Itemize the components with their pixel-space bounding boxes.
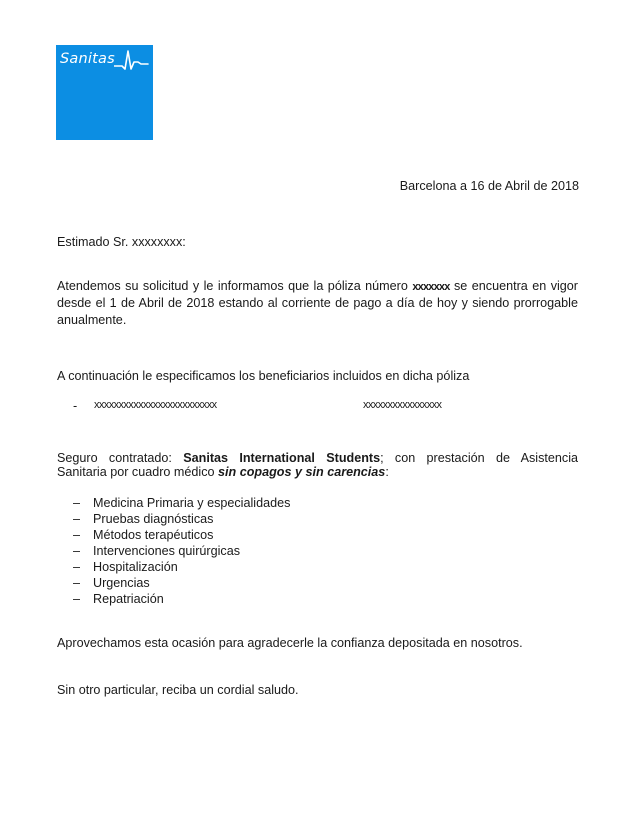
- sanitas-logo: [56, 45, 153, 140]
- coverage-label: Intervenciones quirúrgicas: [93, 544, 241, 558]
- insurance-emphasis: sin copagos y sin carencias: [218, 465, 386, 479]
- insurance-paragraph: [57, 451, 578, 479]
- coverage-item: [73, 543, 290, 559]
- insurance-middle: ; con prestación de Asistencia: [380, 451, 578, 465]
- beneficiary-bullet: -: [73, 399, 78, 413]
- coverage-bullet: –: [73, 592, 81, 606]
- coverage-label: Urgencias: [93, 576, 150, 590]
- coverage-label: Repatriación: [93, 592, 164, 606]
- coverage-label: Métodos terapéuticos: [93, 528, 214, 542]
- logo-brand-text: Sanitas: [60, 51, 115, 67]
- coverage-item: [73, 559, 290, 575]
- coverage-list: [73, 495, 290, 607]
- coverage-bullet: –: [73, 512, 81, 526]
- coverage-bullet: –: [73, 528, 81, 542]
- insurance-line-1: [57, 451, 578, 465]
- beneficiaries-intro: A continuación le especificamos los beneficiarios incluidos en dicha póliza: [57, 369, 470, 383]
- policy-status-paragraph: [57, 278, 578, 328]
- policy-number: xxxxxxx: [412, 281, 450, 293]
- coverage-label: Medicina Primaria y especialidades: [93, 496, 291, 510]
- coverage-item: [73, 591, 290, 607]
- closing-salutation: Sin otro particular, reciba un cordial saludo.: [57, 683, 299, 697]
- coverage-item: [73, 527, 290, 543]
- coverage-item: [73, 575, 290, 591]
- insurance-line-2: [57, 465, 389, 479]
- coverage-bullet: –: [73, 544, 81, 558]
- insurance-line2-end: :: [385, 465, 389, 479]
- insurance-line2-start: Sanitaria por cuadro médico: [57, 465, 219, 479]
- beneficiary-id: xxxxxxxxxxxxxxxx: [363, 399, 442, 411]
- para1-text-start: Atendemos su solicitud y le informamos que la póliza número: [57, 279, 413, 293]
- insurance-product: Sanitas International Students: [183, 451, 381, 465]
- coverage-label: Pruebas diagnósticas: [93, 512, 214, 526]
- coverage-item: [73, 511, 290, 527]
- coverage-bullet: –: [73, 576, 81, 590]
- coverage-bullet: –: [73, 496, 81, 510]
- coverage-bullet: –: [73, 560, 81, 574]
- para1-text-end: se encuentra en vigor desde el 1 de Abril de 2018 estando al corriente de pago a día de hoy y siendo prorrogable anualmente.: [57, 279, 578, 327]
- beneficiary-name: xxxxxxxxxxxxxxxxxxxxxxxxx: [94, 399, 217, 411]
- closing-thanks: Aprovechamos esta ocasión para agradecerle la confianza depositada en nosotros.: [57, 636, 523, 650]
- coverage-label: Hospitalización: [93, 560, 178, 574]
- heartbeat-pulse-icon: [114, 49, 150, 71]
- letter-greeting: Estimado Sr. xxxxxxxx:: [57, 235, 186, 249]
- insurance-label: Seguro contratado:: [57, 451, 184, 465]
- letter-date: Barcelona a 16 de Abril de 2018: [399, 179, 579, 193]
- coverage-item: [73, 495, 290, 511]
